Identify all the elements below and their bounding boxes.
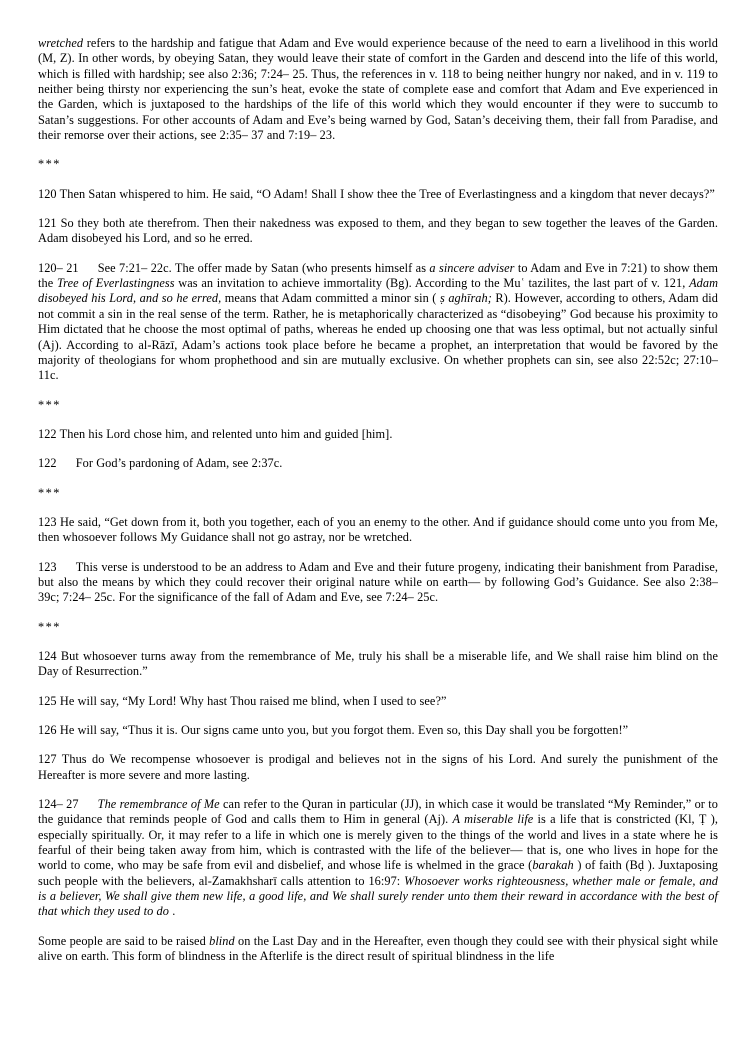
- body-text: on the Last Day and in the Hereafter, even though they could see with their physical sight while alive on earth. This form of blindness in the Afterlife is the direct result of spiritual blindness in the life: [38, 933, 718, 964]
- commentary-paragraph: [38, 36, 718, 143]
- emphasis-text: blind: [209, 933, 235, 948]
- emphasis-text: barakah: [532, 858, 574, 873]
- verse-reference-lead: 122: [38, 456, 57, 471]
- body-text: 125 He will say, “My Lord! Why hast Thou raised me blind, when I used to see?”: [38, 693, 447, 708]
- verse-reference-lead: 124– 27: [38, 797, 79, 812]
- body-text: R). However, according to others, Adam did not commit a sin in the real sense of the term. Rather, he is metaphorically characterized as “disobeying” God because his proximity to Him dictated that he choose the most optimal of paths, whereas he ended up choosing one that was less optimal, but not actually sinful (Aj). According to al-Rāzī, Adam’s actions took place before he became a prophet, an interpretation that would be favored by the majority of theologians for whom prophethood and sin are mutually exclusive. On whether prophets can sin, see also 22:52c; 27:10– 11c.: [38, 291, 718, 383]
- body-text: means that Adam committed a minor sin (: [221, 291, 440, 306]
- commentary-paragraph: [38, 261, 718, 384]
- body-text: can refer to the Quran in particular (JJ), in which case it would be translated “My Reminder,” or to the guidance that reminds people of God and calls them to Him in general (Aj).: [38, 797, 718, 827]
- body-text: is a life that is constricted (Kl, Ṭ ), especially spiritually. Or, it may refer to a life in which one is merely given to the things of the world and lives in a state where he is fearful of their being taken away from him, which is contrasted with the life of the believer— that is, one who lives in hope for the world to come, who may be safe from evil and disbelief, and whose life is whelmed in the grace (: [38, 812, 718, 873]
- verse-paragraph: [38, 216, 718, 247]
- body-text: refers to the hardship and fatigue that Adam and Eve would experience because of the need to earn a livelihood in this world (M, Z). In other words, by obeying Satan, they would leave their state of comfort in the Garden and descend into the life of this world, which is filled with hardship; see also 2:36; 7:24– 25. Thus, the references in v. 118 to being neither hungry nor naked, and in v. 119 to neither being thirsty nor experiencing the sun’s heat, evoke the state of complete ease and comfort that Adam and Eve experienced in the Garden, which is juxtaposed to the hardships of the life of this world which they would encounter if they were to succumb to Satan’s suggestions. For other accounts of Adam and Eve’s being warned by God, Satan’s deceiving them, their fall from Paradise, and their remorse over their actions, see 2:35– 37 and 7:19– 23.: [38, 36, 718, 143]
- body-text: Some people are said to be raised: [38, 933, 210, 948]
- verse-paragraph: [38, 187, 718, 202]
- body-text: See 7:21– 22c. The offer made by Satan (who presents himself as: [97, 260, 430, 275]
- verse-paragraph: [38, 649, 718, 680]
- body-text: 120 Then Satan whispered to him. He said, “O Adam! Shall I show thee the Tree of Everlastingness and a kingdom that never decays?”: [38, 186, 715, 201]
- body-text: to Adam and Eve in 7:21) to show them the: [38, 260, 719, 291]
- emphasis-text: Whosoever works righteousness, whether male or female, and is a believer, We shall give them new life, a good life, and We shall surely render unto them their reward in accordance with the best of that which they used to do: [38, 873, 718, 919]
- body-text: 121 So they both ate therefrom. Then their nakedness was exposed to them, and they began to sew together the leaves of the Garden. Adam disobeyed his Lord, and so he erred.: [38, 216, 718, 246]
- emphasis-text: wretched: [38, 36, 84, 50]
- body-text: .: [168, 904, 176, 919]
- commentary-paragraph: [38, 456, 718, 471]
- body-text: 126 He will say, “Thus it is. Our signs came unto you, but you forgot them. Even so, this Day shall you be forgotten!”: [38, 723, 629, 737]
- verse-reference-lead: 123: [38, 559, 57, 574]
- body-text: 123 He said, “Get down from it, both you together, each of you an enemy to the other. And if guidance should come unto you from Me, then whosoever follows My Guidance shall not go astray, nor be wretched.: [38, 514, 718, 545]
- emphasis-text: A miserable life: [452, 812, 534, 827]
- verse-paragraph: [38, 427, 718, 442]
- body-text: 124 But whosoever turns away from the remembrance of Me, truly his shall be a miserable life, and We shall raise him blind on the Day of Resurrection.”: [38, 648, 718, 679]
- section-separator: ***: [38, 485, 61, 500]
- body-text: 127 Thus do We recompense whosoever is prodigal and believes not in the signs of his Lord. And surely the punishment of the Hereafter is more severe and more lasting.: [38, 752, 718, 782]
- commentary-paragraph: [38, 560, 718, 606]
- emphasis-text: a sincere adviser: [429, 260, 515, 275]
- body-text: This verse is understood to be an address to Adam and Eve and their future progeny, indicating their banishment from Paradise, but also the means by which they could recover their original nature while on earth— by following God’s Guidance. See also 2:38– 39c; 7:24– 25c. For the significance of the fall of Adam and Eve, see 7:24– 25c.: [38, 559, 718, 605]
- section-separator: ***: [38, 157, 61, 172]
- verse-paragraph: [38, 694, 718, 709]
- commentary-paragraph: [38, 934, 718, 965]
- verse-paragraph: [38, 515, 718, 546]
- page-content: [38, 36, 718, 964]
- verse-reference-lead: 120– 21: [38, 260, 79, 275]
- verse-paragraph: [38, 723, 718, 738]
- emphasis-text: Adam disobeyed his Lord, and so he erred,: [38, 276, 719, 306]
- verse-paragraph: [38, 752, 718, 783]
- body-text: ) of faith (Bḍ ). Juxtaposing such people with the believers, al-Zamakhsharī calls attention to 16:97:: [38, 858, 718, 888]
- emphasis-text: Tree of Everlastingness: [56, 276, 175, 291]
- commentary-paragraph: [38, 797, 718, 920]
- emphasis-text: The remembrance of Me: [97, 797, 220, 812]
- section-separator: ***: [38, 397, 61, 412]
- body-text: 122 Then his Lord chose him, and relented unto him and guided [him].: [38, 426, 393, 441]
- section-separator: ***: [38, 619, 61, 634]
- emphasis-text: ṣ aghīrah;: [439, 291, 492, 306]
- body-text: For God’s pardoning of Adam, see 2:37c.: [75, 456, 283, 471]
- body-text: was an invitation to achieve immortality (Bg). According to the Muʿ tazilites, the last part of v. 121,: [174, 276, 690, 291]
